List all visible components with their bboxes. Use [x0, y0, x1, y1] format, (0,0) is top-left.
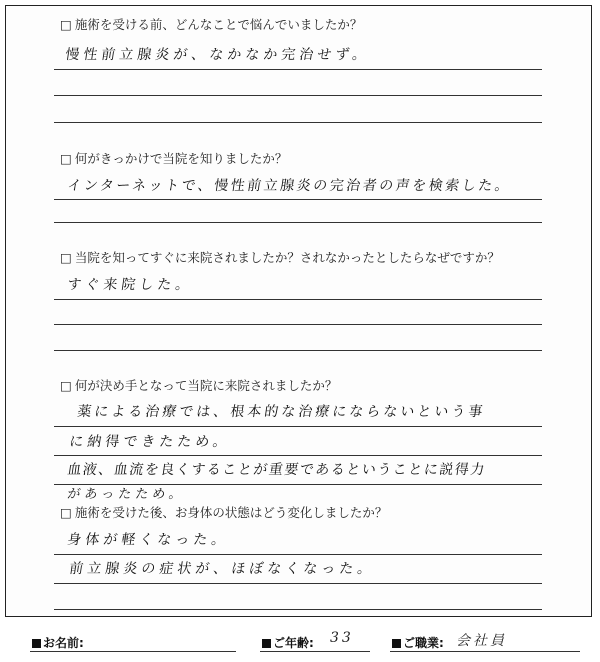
checkbox-icon: □	[60, 17, 72, 32]
answer-rule	[54, 350, 542, 351]
name-label: お名前:	[32, 634, 84, 651]
question-4-label: 何が決め手となって当院に来院されましたか？	[74, 378, 338, 393]
answer-4-line-2: に納得できたため。	[68, 434, 232, 450]
age-rule	[260, 651, 370, 652]
job-rule	[390, 651, 580, 652]
answer-rule	[54, 95, 542, 96]
answer-rule	[54, 69, 542, 70]
answer-rule	[54, 199, 542, 200]
job-value: 会社員	[456, 633, 507, 649]
question-3	[60, 250, 500, 266]
name-rule	[30, 651, 236, 652]
answer-3-line-1: すぐ来院した。	[66, 277, 195, 293]
answer-rule	[54, 484, 542, 485]
answer-rule	[54, 583, 542, 584]
answer-4-line-3: 血液、血流を良くすることが重要であるということに説得力	[66, 462, 487, 478]
answer-1-line-1: 慢性前立腺炎が、なかなか完治せず。	[64, 47, 372, 63]
answer-4-line-4: があったため。	[66, 487, 187, 502]
checkbox-icon: □	[60, 505, 72, 520]
answer-rule	[54, 609, 542, 610]
answer-rule	[54, 122, 542, 123]
answer-2-line-1: インターネットで、慢性前立腺炎の完治者の声を検索した。	[66, 178, 513, 194]
square-bullet-icon	[262, 639, 271, 648]
question-5	[60, 505, 387, 521]
answer-rule	[54, 299, 542, 300]
question-5-label: 施術を受けた後、お身体の状態はどう変化しましたか？	[74, 505, 388, 520]
question-2	[60, 151, 287, 167]
question-1	[60, 17, 362, 33]
answer-rule	[54, 426, 542, 427]
question-4	[60, 378, 337, 394]
question-2-label: 何がきっかけで当院を知りましたか？	[74, 151, 288, 166]
answer-rule	[54, 222, 542, 223]
age-label: ご年齢:	[262, 634, 314, 651]
answer-rule	[54, 554, 542, 555]
age-value: 33	[330, 630, 354, 646]
answer-5-line-2: 前立腺炎の症状が、ほぼなくなった。	[68, 561, 377, 577]
answer-rule	[54, 324, 542, 325]
answer-5-line-1: 身体が軽くなった。	[66, 532, 231, 548]
survey-sheet	[5, 5, 592, 617]
checkbox-icon: □	[60, 250, 72, 265]
answer-4-line-1: 薬による治療では、根本的な治療にならないという事	[76, 404, 487, 420]
job-label: ご職業:	[392, 634, 444, 651]
checkbox-icon: □	[60, 378, 72, 393]
answer-rule	[54, 455, 542, 456]
square-bullet-icon	[32, 639, 41, 648]
question-3-label: 当院を知ってすぐに来院されましたか？されなかったとしたらなぜですか？	[74, 250, 500, 265]
square-bullet-icon	[392, 639, 401, 648]
checkbox-icon: □	[60, 151, 72, 166]
question-1-label: 施術を受ける前、どんなことで悩んでいましたか？	[74, 17, 363, 32]
